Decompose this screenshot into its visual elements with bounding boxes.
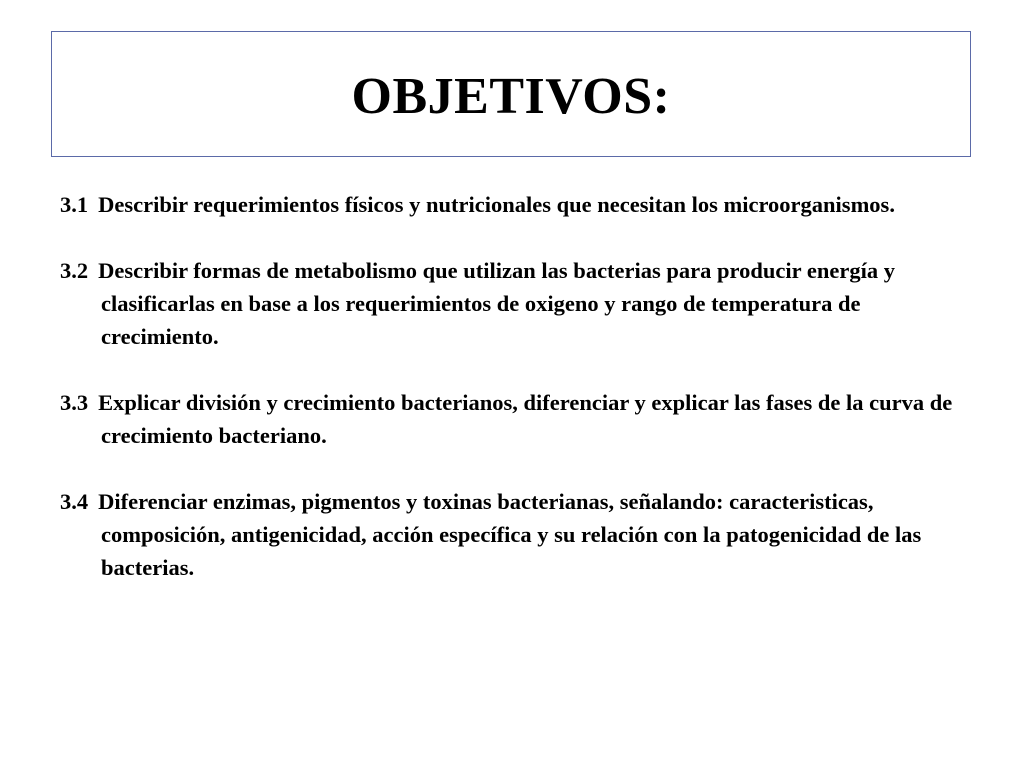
objective-item [60, 254, 980, 353]
objective-item [60, 188, 980, 221]
objective-item [60, 485, 980, 584]
title-box [51, 31, 971, 157]
objective-item [60, 386, 980, 452]
objective-number: 3.4 [60, 489, 89, 514]
objective-number: 3.1 [60, 192, 89, 217]
objective-text: Diferenciar enzimas, pigmentos y toxinas bacterianas, señalando: caracteristicas, composición, antigenicidad, acción específica y su relación con la patogenicidad de las bacterias. [98, 489, 922, 580]
slide-title: OBJETIVOS: [351, 67, 671, 125]
objective-text: Explicar división y crecimiento bacterianos, diferenciar y explicar las fases de la curva de crecimiento bacteriano. [98, 390, 953, 448]
objective-text: Describir requerimientos físicos y nutricionales que necesitan los microorganismos. [98, 192, 895, 217]
objective-number: 3.2 [60, 258, 89, 283]
objectives-list [60, 188, 980, 617]
objective-text: Describir formas de metabolismo que utilizan las bacterias para producir energía y clasificarlas en base a los requerimientos de oxigeno y rango de temperatura de crecimiento. [98, 258, 895, 349]
objective-number: 3.3 [60, 390, 89, 415]
